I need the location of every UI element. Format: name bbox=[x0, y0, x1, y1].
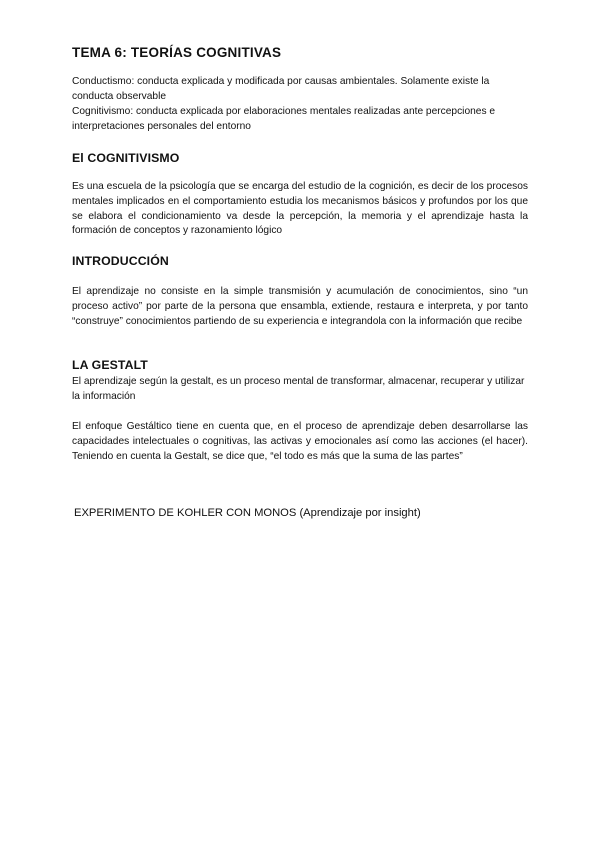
experimento-line: EXPERIMENTO DE KOHLER CON MONOS (Aprendizaje por insight) bbox=[74, 507, 421, 519]
page-title: TEMA 6: TEORÍAS COGNITIVAS bbox=[72, 45, 282, 60]
gestalt-body-2: El enfoque Gestáltico tiene en cuenta que, en el proceso de aprendizaje deben desarrollarse las capacidades intelectuales o cognitivas, las activas y emocionales así como las acciones (el hacer). Teniendo en cuenta la Gestalt, se dice que, “el todo es más que la suma de las partes” bbox=[72, 421, 528, 462]
gestalt-body-1: El aprendizaje según la gestalt, es un proceso mental de transformar, almacenar, recuperar y utilizar la información bbox=[72, 376, 525, 402]
conductismo-paragraph: Conductismo: conducta explicada y modificada por causas ambientales. Solamente existe la conducta observable bbox=[72, 76, 490, 102]
section-heading-gestalt: LA GESTALT bbox=[72, 358, 148, 372]
section-heading-introduccion: INTRODUCCIÓN bbox=[72, 254, 169, 268]
cognitivismo-paragraph: Cognitivismo: conducta explicada por elaboraciones mentales realizadas ante percepciones e interpretaciones personales del entorno bbox=[72, 106, 496, 132]
section-heading-cognitivismo: El COGNITIVISMO bbox=[72, 151, 180, 165]
cognitivismo-body: Es una escuela de la psicología que se encarga del estudio de la cognición, es decir de los procesos mentales implicados en el comportamiento estudia los mecanismos básicos y profundos por los que se elabora el condicionamiento va desde la percepción, la memoria y el aprendizaje hasta la formación de conceptos y razonamiento lógico bbox=[72, 181, 528, 237]
introduccion-body: El aprendizaje no consiste en la simple transmisión y acumulación de conocimientos, sino “un proceso activo” por parte de la persona que ensambla, extiende, restaura e interpreta, y por tanto “construye” conocimientos partiendo de su experiencia e integrandola con la información que recibe bbox=[72, 286, 528, 327]
